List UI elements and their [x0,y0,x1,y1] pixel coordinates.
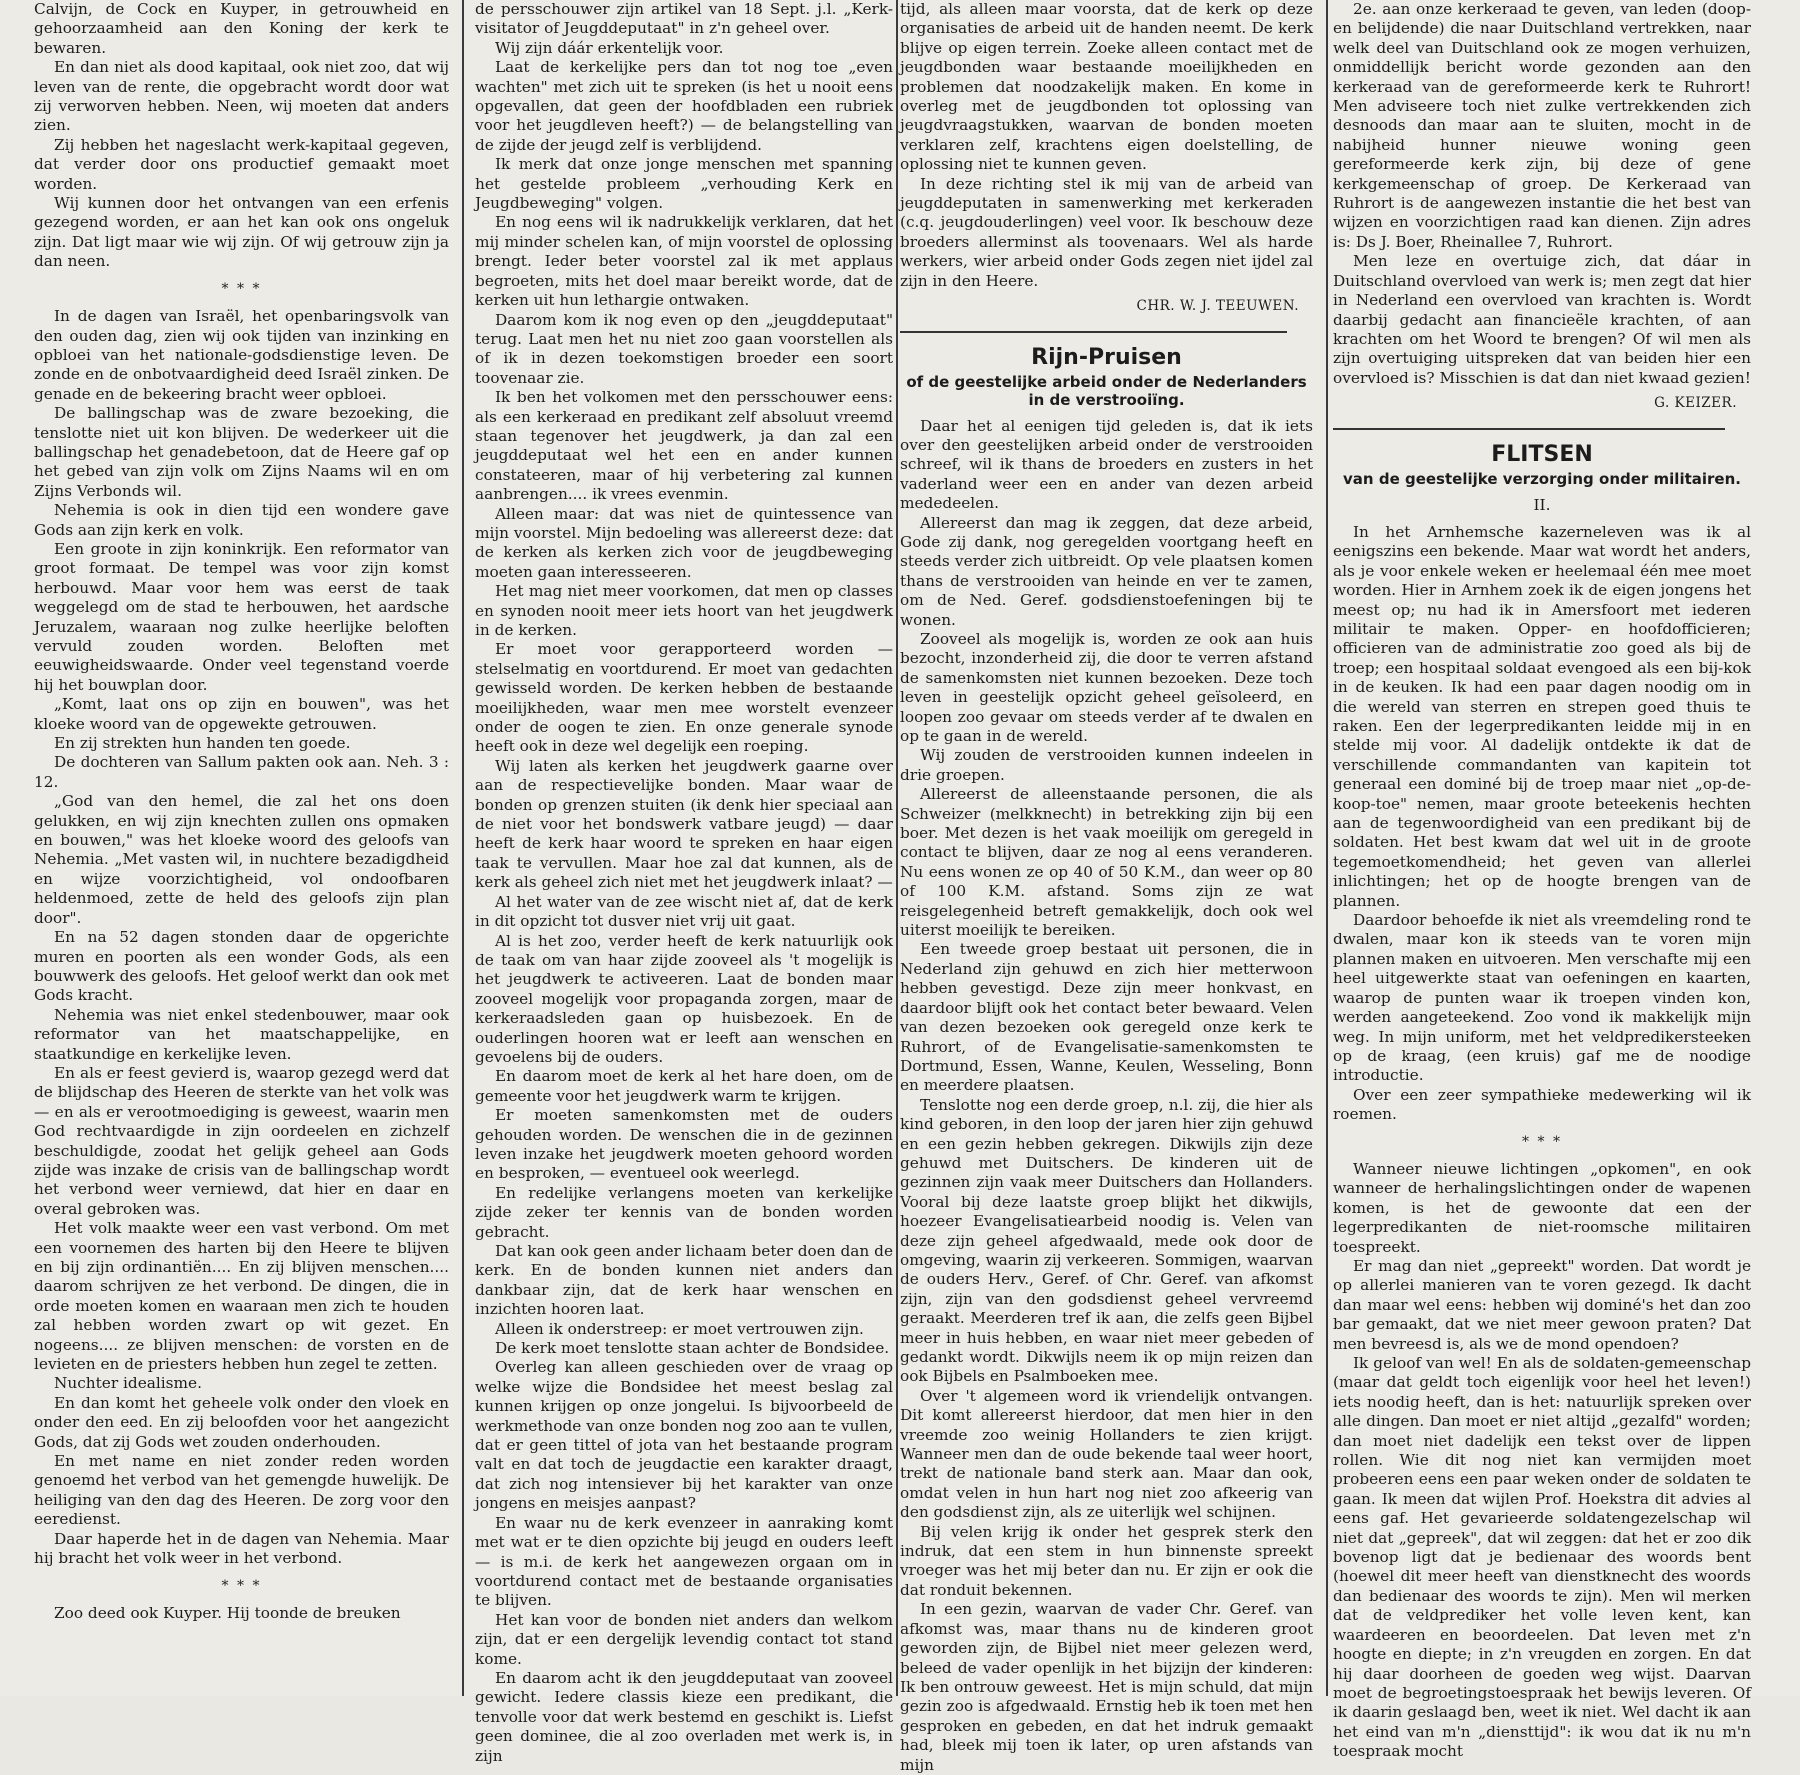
paragraph: Wanneer nieuwe lichtingen „opkomen", en ook wanneer de herhalingslichtingen onder de wapenen komen, is het de gewoonte dat een der legerpredikanten de niet-roomsche militairen toespreekt. [1333,1159,1751,1256]
paragraph: Nehemia was niet enkel stedenbouwer, maar ook reformator van het maatschappelijke, en staatkundige en kerkelijke leven. [34,1005,449,1063]
paragraph: In een gezin, waarvan de vader Chr. Geref. van afkomst was, maar thans nu de kinderen groot geworden zijn, de Bijbel niet meer gelezen werd, beleed de vader openlijk in het bijzijn der kinderen: Ik ben ontrouw geweest. Het is mijn schuld, dat mijn gezin zoo is afgedwaald. Ernstig heb ik toen met hen gesproken en gebeden, en dat het indruk gemaakt had, bleek mij toen ik later, op uren afstands van mijn [900,1600,1313,1774]
paragraph: Wij zijn dáár erkentelijk voor. [495,38,724,57]
column-divider [896,0,898,1696]
paragraph: Allereerst dan mag ik zeggen, dat deze arbeid, Gode zij dank, nog geregelden voortgang heeft en steeds verder zich uitbreidt. Op vele plaatsen komen thans de verstrooiden van heinde en ver te zamen, om de Ned. Geref. godsdienstoefeningen bij te wonen. [900,513,1313,629]
paragraph: De dochteren van Sallum pakten ook aan. Neh. 3 : 12. [34,753,449,791]
paragraph: Daarom kom ik nog even op den „jeugddeputaat" terug. Laat men het nu niet zoo gaan voorstellen als of ik in dezen toekomstigen broeder een soort toovenaar zie. [475,310,893,387]
paragraph: En na 52 dagen stonden daar de opgerichte muren en poorten als een wonder Gods, als een bouwwerk des geloofs. Het geloof werkt dan ook met Gods kracht. [34,928,449,1005]
paragraph: Alleen ik onderstreep: er moet vertrouwen zijn. [495,1319,864,1338]
column-2 [475,0,893,1765]
paragraph: Ik geloof van wel! En als de soldaten-gemeenschap (maar dat geldt toch eigenlijk voor heel het leven!) iets noodig heeft, dan is het: natuurlijk spreken over alle dingen. Dan moet er niet altijd „gezalfd" worden; dan moet niet dadelijk een tekst over de lippen rollen. Wie dit nog niet kan vermijden moet probeeren eens een paar weken onder de soldaten te gaan. Ik meen dat wijlen Prof. Hoekstra dit advies al eens gaf. Het gevarieerde soldatengezelschap wil niet dat „gepreek", dat wil zeggen: dat het er zoo dik bovenop ligt dat je bedienaar des woords bent (hoewel dit meer heeft van dienstknecht des woords dan bedienaar des woords te zijn). Men wil merken dat de veldprediker het volle leven kent, kan waardeeren en beoordeelen. Dat leven met z'n hoogte en diepte; in z'n vreugden en zorgen. En dat hij daar doorheen de goeden weg wijst. Daarvan moet de begroetingstoespraak het bewijs leveren. Of ik daarin geslaagd ben, weet ik niet. Wel dacht ik aan het eind van m'n „diensttijd": ik wou dat ik nu m'n toespraak mocht [1333,1354,1751,1761]
section-separator: * * * [221,280,262,297]
paragraph: Over een zeer sympathieke medewerking wil ik roemen. [1333,1085,1751,1124]
article-title: Rijn-Pruisen [1031,344,1182,370]
paragraph: tijd, als alleen maar voorsta, dat de kerk op deze organisaties de arbeid uit de handen neemt. De kerk blijve op eigen terrein. Zoeke alleen contact met de jeugdbonden waar bestaande moeilijkheden en problemen dat noodzakelijk maken. En kome in overleg met de jeugdbonden tot oplossing van jeugdvraagstukken, waarvan de bonden moeten verklaren zelf, krachtens eigen doelstelling, de oplossing niet te kunnen geven. [900,0,1313,174]
paragraph: Daar haperde het in de dagen van Nehemia. Maar hij bracht het volk weer in het verbond. [34,1529,449,1568]
paragraph: Overleg kan alleen geschieden over de vraag op welke wijze die Bondsidee het meest beslag zal kunnen krijgen op onze jongelui. Is bijvoorbeeld de werkmethode van onze bonden nog zoo aan te vullen, dat er geen tittel of jota van het bestaande program valt en dat toch de jeugdactie een karakter draagt, dat zich nog intensiever bij het karakter van onze jongens en meisjes aanpast? [475,1358,893,1513]
paragraph: Daardoor behoefde ik niet als vreemdeling rond te dwalen, maar kon ik steeds van te voren mijn plannen maken en uitvoeren. Men verschafte mij een heel uitgewerkte staat van oefeningen en kaarten, waarop de punten waar ik troepen vinden kon, werden aangeteekend. Zoo vond ik makkelijk mijn weg. In mijn uniform, met het veldpredikersteeken op de kraag, (een kruis) gaf me de noodige introductie. [1333,911,1751,1085]
article-subtitle: of de geestelijke arbeid onder de Nederlanders in de verstrooiïng. [906,372,1307,409]
author-signature: G. KEIZER. [1654,395,1737,412]
paragraph: En redelijke verlangens moeten van kerkelijke zijde zeker ter kennis van de bonden worden gebracht. [475,1183,893,1241]
article-divider [900,331,1287,333]
paragraph: Het mag niet meer voorkomen, dat men op classes en synoden nooit meer iets hoort van het jeugdwerk in de kerken. [475,582,893,639]
article-part-number: II. [1533,495,1551,514]
article-title: FLITSEN [1491,441,1593,467]
paragraph: Alleen maar: dat was niet de quintessence van mijn voorstel. Mijn bedoeling was allereerst deze: dat de kerken als kerken zich voor de jeugdbeweging moeten gaan interesseeren. [475,504,893,581]
paragraph: „Komt, laat ons op zijn en bouwen", was het kloeke woord van de opgewekte getrouwen. [34,695,449,733]
paragraph: de persschouwer zijn artikel van 18 Sept. j.l. „Kerk-visitator of Jeugddeputaat" in z'n geheel over. [475,0,893,38]
paragraph: Nuchter idealisme. [54,1374,202,1393]
paragraph: Al is het zoo, verder heeft de kerk natuurlijk ook de taak om van haar zijde zooveel als 't mogelijk is het jeugdwerk te activeeren. Laat de bonden maar zooveel mogelijk voor propaganda zorgen, maar de kerkeraadsleden gaan op huisbezoek. En de ouderlingen hooren wat er leeft aan wenschen en gevoelens bij de ouders. [475,931,893,1066]
paragraph: En waar nu de kerk evenzeer in aanraking komt met wat er te dien opzichte bij jeugd en ouders leeft — is m.i. de kerk het aangewezen orgaan om in voortdurend contact met de bestaande organisaties te blijven. [475,1513,893,1610]
section-separator: * * * [1522,1133,1562,1150]
paragraph: En dan komt het geheele volk onder den vloek en onder den eed. En zij beloofden voor het aangezicht Gods, dat zij Gods wet zouden onderhouden. [34,1393,449,1451]
paragraph: Men leze en overtuige zich, dat dáar in Duitschland overvloed van werk is; men zegt dat hier in Nederland een overvloed van krachten is. Wordt daarbij gedacht aan financieële krachten, of aan krachten om het Woord te brengen? Of wil men als zijn overtuiging uitspreken dat van beiden hier een overvloed is? Misschien is dat dan niet kwaad gezien! [1333,252,1751,387]
paragraph: Er moet voor gerapporteerd worden — stelselmatig en voortdurend. Er moet van gedachten gewisseld worden. De kerken hebben de bestaande moeilijkheden, waar men mee worstelt evenzeer onder de oogen te zien. En onze generale synode heeft ook in deze wel degelijk een roeping. [475,640,893,756]
paragraph: Een tweede groep bestaat uit personen, die in Nederland zijn gehuwd en zich hier metterwoon hebben gevestigd. Deze zijn meer honkvast, en daardoor blijft ook het contact beter bewaard. Velen van dezen bezoeken ook geregeld onze kerk te Ruhrort, of de Evangelisatie-samenkomsten te Dortmund, Essen, Wanne, Keulen, Wesseling, Bonn en meerdere plaatsen. [900,940,1313,1095]
paragraph: Het kan voor de bonden niet anders dan welkom zijn, dat er een dergelijk levendig contact tot stand kome. [475,1610,893,1668]
paragraph: Al het water van de zee wischt niet af, dat de kerk in dit opzicht tot dusver niet vrij uit gaat. [475,892,893,931]
paragraph: Laat de kerkelijke pers dan tot nog toe „even wachten" met zich uit te spreken (is het u nooit eens opgevallen, dat geen der hoofdbladen een rubriek voor het jeugdleven heeft?) — de belangstelling van de zijde der jeugd zelf is verblijdend. [475,58,893,154]
article-divider [1333,428,1725,430]
paragraph: Zij hebben het nageslacht werk-kapitaal gegeven, dat verder door ons productief gemaakt moet worden. [34,135,449,193]
paragraph: En zij strekten hun handen ten goede. [54,734,351,753]
article-subtitle: van de geestelijke verzorging onder militairen. [1343,469,1741,488]
paragraph: Zoo deed ook Kuyper. Hij toonde de breuken [54,1603,401,1622]
paragraph: Nehemia is ook in dien tijd een wondere gave Gods aan zijn kerk en volk. [34,501,449,539]
paragraph: Zooveel als mogelijk is, worden ze ook aan huis bezocht, inzonderheid zij, die door te verren afstand de samenkomsten niet kunnen bezoeken. Deze toch leven in geestelijk opzicht geheel geïsoleerd, en loopen zoo gevaar om steeds verder af te dwalen en op te gaan in de wereld. [900,629,1313,745]
paragraph: En daarom moet de kerk al het hare doen, om de gemeente voor het jeugdwerk warm te krijgen. [475,1067,893,1105]
paragraph: Er mag dan niet „gepreekt" worden. Dat wordt je op allerlei manieren van te voren gezegd. Ik dacht dan maar wel eens: hebben wij dominé's het dan zoo bar gemaakt, dat we niet meer gewoon praten? Dat men bevreesd is, als we de mond opendoen? [1333,1256,1751,1353]
paragraph: „God van den hemel, die zal het ons doen gelukken, en wij zijn knechten zullen ons opmaken en bouwen," was het kloeke woord des geloofs van Nehemia. „Met vasten wil, in nuchtere bezadigdheid en wijze voorzichtigheid, vol ondoofbaren heldenmoed, zette de held des geloofs zijn plan door". [34,792,449,927]
paragraph: En als er feest gevierd is, waarop gezegd werd dat de blijdschap des Heeren de sterkte van het volk was — en als er verootmoediging is geweest, waarin men God rechtvaardigde in zijn oordeelen en zichzelf beschuldigde, zoodat het gelijk geheel aan Gods zijde was inzake de crisis van de ballingschap wordt het verbond weer verniewd, dat hier en daar en overal gebroken was. [34,1063,449,1218]
paragraph: Bij velen krijg ik onder het gesprek sterk den indruk, dat een stem in hun binnenste spreekt vroeger was het mij beter dan nu. Er zijn er ook die dat ronduit bekennen. [900,1522,1313,1599]
paragraph: Ik ben het volkomen met den persschouwer eens: als een kerkeraad en predikant zelf absoluut vreemd staan tegenover het jeugdwerk, ja dan zal een jeugddeputaat wel het een en ander kunnen constateeren, maar of hij verbetering zal kunnen aanbrengen.... ik vrees evenmin. [475,388,893,504]
paragraph: En dan niet als dood kapitaal, ook niet zoo, dat wij leven van de rente, die opgebracht wordt door wat zij verworven hebben. Neen, wij moeten dat anders zien. [34,58,449,135]
paragraph: In deze richting stel ik mij van de arbeid van jeugddeputaten in samenwerking met kerkeraden (c.q. jeugdouderlingen) veel voor. Ik beschouw deze broeders allerminst als toovenaars. Wel als harde werkers, wier arbeid onder Gods zegen niet ijdel zal zijn in den Heere. [900,174,1313,290]
paragraph: In het Arnhemsche kazerneleven was ik al eenigszins een bekende. Maar wat wordt het anders, als je voor enkele weken er heelemaal één mee moet worden. Hier in Arnhem zoek ik de eigen jongens het meest op; nu had ik in Amersfoort met iederen militair te maken. Opper- en hoofdofficieren; officieren van de administratie zoo goed als bij de troep; een hospitaal soldaat evengoed als een bij-kok in de keuken. Ik had een paar dagen noodig om in die wereld van sterren en strepen goed thuis te raken. Een der legerpredikanten leidde mij in en stelde mij voor. Al dadelijk ontdekte ik dat de verschillende commandanten van kapitein tot generaal een dominé bij de troep maar niet „op-de-koop-toe" nemen, maar groote beteekenis hechten aan de tegenwoordigheid van een predikant bij de soldaten. Het best kwam dat wel uit in de groote tegemoetkomendheid; het geven van allerlei inlichtingen; het op de hoogte brengen van de plannen. [1333,522,1751,910]
paragraph: Ik merk dat onze jonge menschen met spanning het gestelde probleem „verhouding Kerk en Jeugdbeweging" volgen. [475,155,893,213]
column-3 [900,0,1313,1774]
section-separator: * * * [221,1577,262,1594]
column-divider [462,0,464,1696]
paragraph: Allereerst de alleenstaande personen, die als Schweizer (melkknecht) in betrekking zijn bij een boer. Met dezen is het vaak moeilijk om geregeld in contact te blijven, daar ze nog al eens veranderen. Nu eens wonen ze op 40 of 50 K.M., dan weer op 80 of 100 K.M. afstand. Soms zijn ze wat reisgelegenheid betreft gemakkelijk, doch ook wel uiterst moeilijk te bereiken. [900,785,1313,940]
paragraph: Wij laten als kerken het jeugdwerk gaarne over aan de respectievelijke bonden. Maar waar de bonden op grenzen stuiten (ik denk hier speciaal aan de niet voor het bondswerk vatbare jeugd) — daar heeft de kerk haar woord te spreken en haar eigen taak te vervullen. Maar hoe zal dat kunnen, als de kerk als geheel zich niet met het jeugdwerk inlaat? — [475,756,893,892]
column-4 [1333,0,1751,1761]
paragraph: Wij zouden de verstrooiden kunnen indeelen in drie groepen. [900,746,1313,784]
author-signature: CHR. W. J. TEEUWEN. [1136,298,1299,315]
paragraph: 2e. aan onze kerkeraad te geven, van leden (doop- en belijdende) die naar Duitschland vertrekken, naar welk deel van Duitschland ook ze mogen verhuizen, onmiddellijk bericht worde gezonden aan den kerkeraad van de gereformeerde kerk te Ruhrort! Men adviseere toch niet zulke vertrekkenden zich desnoods dan maar aan te sluiten, mocht in de nabijheid hunner nieuwe woning geen gereformeerde kerk zijn, bij deze of gene kerkgemeenschap of groep. De Kerkeraad van Ruhrort is de aangewezen instantie die het best van wijzen en voorzichtigen raad kan dienen. Zijn adres is: Ds J. Boer, Rheinallee 7, Ruhrort. [1333,0,1751,251]
paragraph: En nog eens wil ik nadrukkelijk verklaren, dat het mij minder schelen kan, of mijn voorstel de oplossing brengt. Ieder beter voorstel zal ik met applaus begroeten, mits het doel maar bereikt worde, dat de kerken uit hun lethargie ontwaken. [475,213,893,310]
paragraph: Calvijn, de Cock en Kuyper, in getrouwheid en gehoorzaamheid aan den Koning der kerk te bewaren. [34,0,449,57]
paragraph: Het volk maakte weer een vast verbond. Om met een voornemen des harten bij den Heere te blijven en bij zijn ordinantiën.... En zij blijven menschen.... daarom schrijven ze het verbond. De dingen, die in orde moeten komen en waaraan men zich te houden zal hebben worden zwart op wit gezet. En nogeens.... ze blijven menschen: de vorsten en de levieten en de priesters hebben hun zegel te zetten. [34,1219,449,1374]
paragraph: En met name en niet zonder reden worden genoemd het verbod van het gemengde huwelijk. De heiliging van den dag des Heeren. De zorg voor den eeredienst. [34,1452,449,1529]
paragraph: De kerk moet tenslotte staan achter de Bondsidee. [495,1339,890,1358]
paragraph: Over 't algemeen word ik vriendelijk ontvangen. Dit komt allereerst hierdoor, dat men hier in den vreemde zoo weinig Hollanders te zien krijgt. Wanneer men dan de oude bekende taal weer hoort, trekt de nationale band sterk aan. Maar dan ook, omdat velen in hun hart nog niet zoo afkeerig van den godsdienst zijn, als ze uiterlijk wel schijnen. [900,1386,1313,1522]
paragraph: In de dagen van Israël, het openbaringsvolk van den ouden dag, zien wij ook tijden van inzinking en opbloei van het nationale-godsdienstige leven. De zonde en de onbotvaardigheid deed Israël zinken. De genade en de bekeering bracht weer opbloei. [34,307,449,403]
paragraph: En daarom acht ik den jeugddeputaat van zooveel gewicht. Iedere classis kieze een predikant, die tenvolle voor dat werk bestemd en geschikt is. Liefst geen dominee, die al zoo overladen met werk is, in zijn [475,1668,893,1765]
column-1 [34,0,449,1696]
paragraph: Daar het al eenigen tijd geleden is, dat ik iets over den geestelijken arbeid onder de verstrooiden schreef, wil ik thans de broeders en zusters in het vaderland weer een en ander van dezen arbeid mededeelen. [900,416,1313,513]
paragraph: Tenslotte nog een derde groep, n.l. zij, die hier als kind geboren, in den loop der jaren hier zijn gehuwd en een gezin hebben gekregen. Dikwijls zijn deze gehuwd met Duitschers. De kinderen uit de gezinnen zijn vaak meer Duitschers dan Hollanders. Vooral bij deze laatste groep blijkt het dikwijls, hoezeer Evangelisatiearbeid noodig is. Velen van deze zijn geheel afgedwaald, mede ook door de omgeving, waarin zij verkeeren. Sommigen, waarvan de ouders Herv., Geref. of Chr. Geref. van afkomst zijn, zijn van den godsdienst geheel vervreemd geraakt. Meerderen tref ik aan, die zelfs geen Bijbel meer in huis hebben, en waar niet meer gebeden of gedankt wordt. Dikwijls neem ik op mijn reizen dan ook Bijbels en Psalmboeken mee. [900,1095,1313,1386]
paragraph: De ballingschap was de zware bezoeking, die tenslotte niet uit kon blijven. De wederkeer uit die ballingschap het genadebetoon, dat de Heere gaf op het gebed van zijn volk om Zijns Naams wil en om Zijns Verbonds wil. [34,404,449,500]
paragraph: Dat kan ook geen ander lichaam beter doen dan de kerk. En de bonden kunnen niet anders dan dankbaar zijn, dat de kerk haar wenschen en inzichten hooren laat. [475,1242,893,1319]
paragraph: Er moeten samenkomsten met de ouders gehouden worden. De wenschen die in de gezinnen leven inzake het jeugdwerk moeten gehoord worden en besproken, — eventueel ook weerlegd. [475,1106,893,1183]
paragraph: Wij kunnen door het ontvangen van een erfenis gezegend worden, er aan het kan ook ons ongeluk zijn. Dat ligt maar wie wij zijn. Of wij getrouw zijn ja dan neen. [34,194,449,271]
column-divider [1326,0,1328,1696]
paragraph: Een groote in zijn koninkrijk. Een reformator van groot formaat. De tempel was voor zijn komst herbouwd. Maar voor hem was eerst de taak weggelegd om de stad te herbouwen, het aardsche Jeruzalem, waaraan nog zulke heerlijke beloften vervuld zouden worden. Beloften met eeuwigheidswaarde. Onder veel tegenstand voerde hij het bouwplan door. [34,539,449,694]
